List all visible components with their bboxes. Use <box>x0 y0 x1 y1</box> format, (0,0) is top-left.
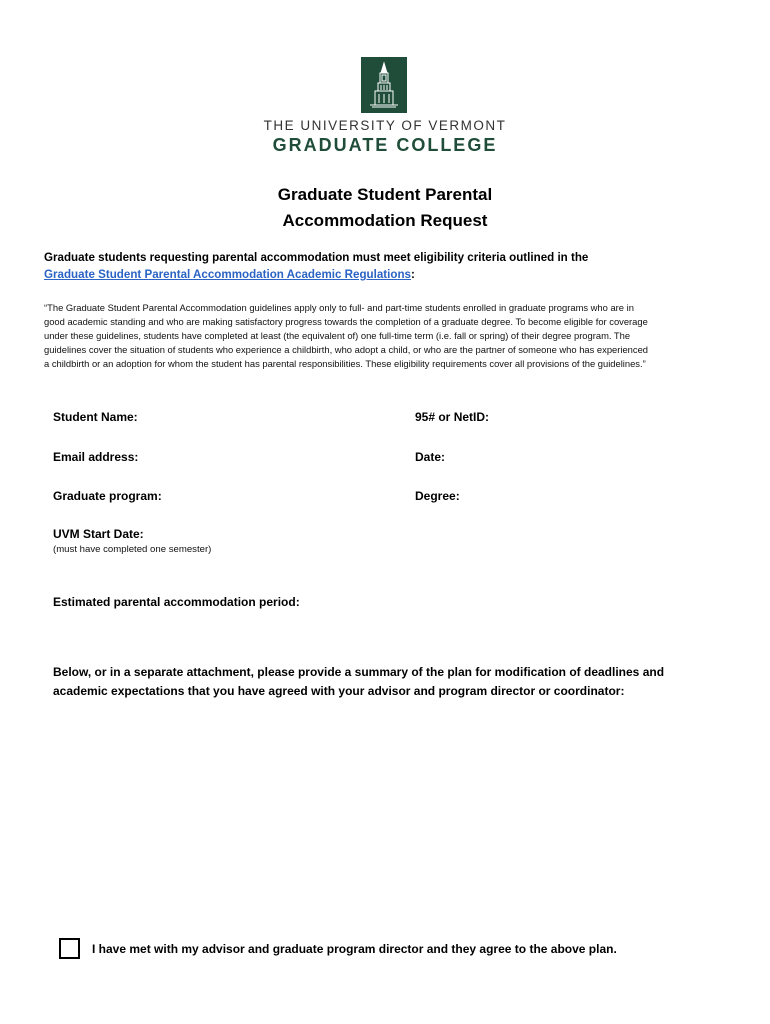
form-title-line-1: Graduate Student Parental <box>277 185 493 204</box>
university-logo <box>361 57 407 113</box>
quote-line: guidelines cover the situation of students who experience a childbirth, who adopt a child, or who are the partner of someone who has experienced <box>44 344 649 355</box>
intro-link-line <box>44 266 734 283</box>
summary-line-2: academic expectations that you have agreed with your advisor and program director or coordinator: <box>53 684 625 698</box>
email-field[interactable]: Email address: <box>53 450 139 464</box>
start-date-hint: (must have completed one semester) <box>53 544 212 555</box>
guidelines-quote <box>44 301 734 371</box>
accommodation-period-field[interactable]: Estimated parental accommodation period: <box>53 595 300 609</box>
form-title-line-2: Accommodation Request <box>282 211 488 230</box>
quote-line: “The Graduate Student Parental Accommodation guidelines apply only to full- and part-time students enrolled in graduate programs who are in <box>44 302 634 313</box>
netid-field[interactable]: 95# or NetID: <box>415 410 490 424</box>
agreement-checkbox[interactable] <box>59 938 80 959</box>
quote-line: a childbirth or an adoption for whom the student has parental responsibilities. These eligibility requirements cover all provisions of the guidelines.” <box>44 358 646 369</box>
start-date-field[interactable]: UVM Start Date: <box>53 527 144 541</box>
regulations-link[interactable]: Graduate Student Parental Accommodation Academic Regulations <box>44 268 411 281</box>
form-title <box>0 182 770 234</box>
summary-line-1: Below, or in a separate attachment, please provide a summary of the plan for modification of deadlines and <box>53 665 665 679</box>
student-name-field[interactable]: Student Name: <box>53 410 138 424</box>
plan-summary-instructions <box>53 663 713 701</box>
intro-text: Graduate students requesting parental accommodation must meet eligibility criteria outlined in the <box>44 251 589 264</box>
date-field[interactable]: Date: <box>415 450 446 464</box>
university-name: THE UNIVERSITY OF VERMONT <box>263 118 507 133</box>
agreement-label: I have met with my advisor and graduate program director and they agree to the above plan. <box>92 942 617 956</box>
college-name: GRADUATE COLLEGE <box>272 135 498 155</box>
degree-field[interactable]: Degree: <box>415 489 460 503</box>
quote-line: good academic standing and who are making satisfactory progress towards the completion of a graduate degree. To become eligible for coverage <box>44 316 648 327</box>
quote-line: under these guidelines, students have completed at least (the equivalent of) one full-time term (i.e. fall or spring) of their degree program. The <box>44 330 631 341</box>
university-tower-icon <box>361 57 407 113</box>
graduate-program-field[interactable]: Graduate program: <box>53 489 162 503</box>
intro-colon: : <box>411 268 415 281</box>
eligibility-intro <box>44 249 734 283</box>
